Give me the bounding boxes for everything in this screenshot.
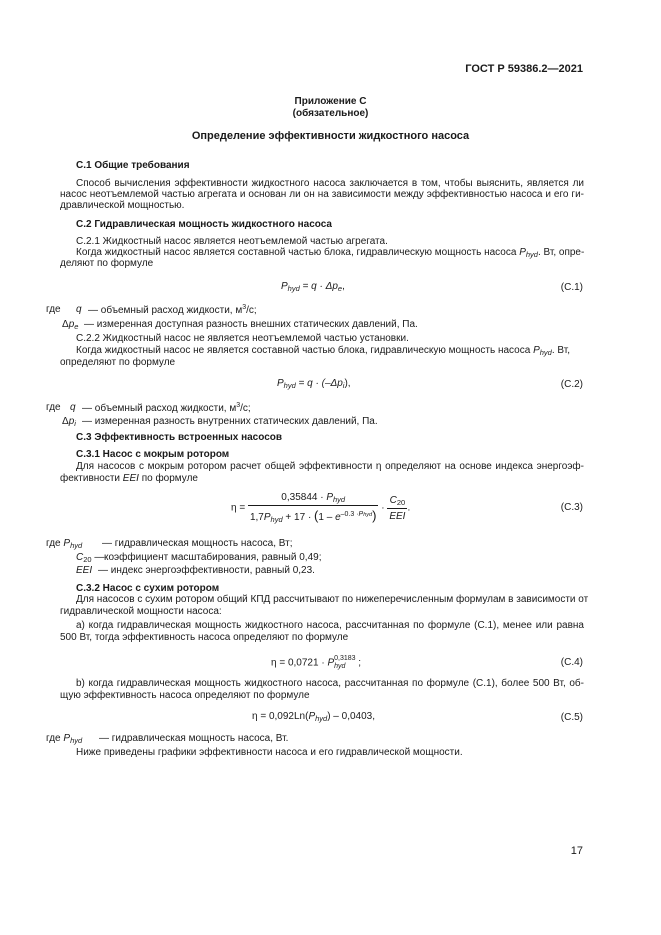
item-a-line2: 500 Вт, тогда эффективность насоса определяют по формуле [60,632,349,643]
eei-description: — индекс энергоэффективности, равный 0,23. [98,565,315,576]
var-c20: $C_{20}$ — [76,552,105,564]
equation-number-c5: (С.5) [560,712,583,723]
item-b-line1: b) когда гидравлическая мощность жидкостного насоса, рассчитанная по формуле (С.1), более 500 Вт, об- [76,678,584,689]
appendix-heading: Определение эффективности жидкостного насоса [191,130,470,142]
c2-text-line1: Когда жидкостный насос является составной частью блока, гидравлическую мощность насоса $P_{hyd}$. Вт, опре- [76,247,585,259]
where-label-4: где $P_{hyd}$ [46,733,83,745]
equation-number-c3: (С.3) [560,502,583,513]
section-c31-heading: С.3.1 Насос с мокрым ротором [76,449,230,460]
c1-text-line3: дравлической мощностью. [60,200,185,211]
formula-c3: η = $\frac{0,35844 \cdot P_{hyd}}{1,7P_{hyd} + 17 \cdot (1 - e^{-0.3 \cdot Phyd})}$ · $\frac{C_{20}}{\text{EEI}}$ . [231,492,411,524]
formula-c2: $P_{hyd} = q \cdot (-\Delta p_i)$, [277,378,351,390]
q-description-2: — объемный расход жидкости, $м^3/с$; [82,402,251,414]
var-q-2: q [70,402,76,413]
phyd-description-2: — гидравлическая мощность насоса, Вт. [99,733,289,744]
section-c32-heading: С.3.2 Насос с сухим ротором [76,583,220,594]
where-label: где [46,304,61,315]
c31-text-line2: фективности EEI по формуле [60,473,198,484]
delta-pe-description: — измеренная доступная разность внешних статических давлений, Па. [84,319,418,330]
section-c3-heading: С.3 Эффективность встроенных насосов [76,432,283,443]
c31-text-line1: Для насосов с мокрым ротором расчет общей эффективности η определяют на основе индекса энергоэф- [76,461,584,472]
final-paragraph: Ниже приведены графики эффективности насоса и его гидравлической мощности. [76,747,463,758]
formula-c3-main-fraction: $\frac{0,35844 \cdot P_{hyd}}{1,7P_{hyd} + 17 \cdot (1 - e^{-0.3 \cdot Phyd})}$ [249,492,377,524]
formula-c5: $\eta = 0,092Ln(P_{hyd}) - 0,0403$, [252,711,376,723]
q-description: — объемный расход жидкости, $м^3/с$; [88,304,257,316]
c32-text-line2: гидравлической мощности насоса: [60,606,222,617]
var-q: q [76,304,82,315]
equation-number-c1: (С.1) [560,282,583,293]
page-number: 17 [570,845,583,857]
c2-text-line3: Когда жидкостный насос не является составной частью блока, гидравлическую мощность насоса $P_{hyd}$. Вт, [76,345,570,357]
item-a-line1: а) когда гидравлическая мощность жидкостного насоса, рассчитанная по формуле (С.1), менее или равна [76,620,584,631]
phyd-description: — гидравлическая мощность насоса, Вт; [102,538,293,549]
document-id: ГОСТ Р 59386.2—2021 [465,63,583,75]
c2-text-line4: определяют по формуле [60,357,176,368]
delta-pi-description: — измеренная разность внутренних статических давлений, Па. [82,416,378,427]
item-b-line2: щую эффективность насоса определяют по формуле [60,690,310,701]
c32-text-line1: Для насосов с сухим ротором общий КПД рассчитывают по нижеперечисленным формулам в зависимости от [76,594,589,605]
where-label-2: где [46,402,61,413]
c221-text: С.2.1 Жидкостный насос является неотъемлемой частью агрегата. [76,236,388,247]
formula-c1: $P_{hyd} = q \cdot \Delta p_e$, [281,281,345,293]
appendix-title: Приложение С [294,96,367,107]
var-delta-pe: $\Delta p_e$ [62,319,79,331]
c2-text-line2: деляют по формуле [60,258,154,269]
var-eei: EEI [76,565,93,576]
c20-description: коэффициент масштабирования, равный 0,49; [104,552,322,563]
var-delta-pi: $\Delta p_i$ [62,416,76,428]
appendix-note: (обязательное) [292,108,369,119]
section-c2-heading: С.2 Гидравлическая мощность жидкостного насоса [76,219,332,230]
equation-number-c4: (С.4) [560,657,583,668]
equation-number-c2: (С.2) [560,379,583,390]
section-c1-heading: С.1 Общие требования [76,160,190,171]
c1-text-line2: насос неотъемлемой частью агрегата и основан ли он на зависимости между эффективностью насоса и его ги- [60,189,584,200]
c1-text-line1: Способ вычисления эффективности жидкостного насоса заключается в том, чтобы выяснить, является ли [76,178,584,189]
c222-text: С.2.2 Жидкостный насос не является неотъемлемой частью установки. [76,333,409,344]
formula-c4: η = 0,0721 · P 0,3183 hyd ; [271,655,362,670]
where-label-3: где $P_{hyd}$ [46,538,83,550]
formula-c3-scale-fraction: $\frac{C_{20}}{\text{EEI}}$ [389,494,406,522]
